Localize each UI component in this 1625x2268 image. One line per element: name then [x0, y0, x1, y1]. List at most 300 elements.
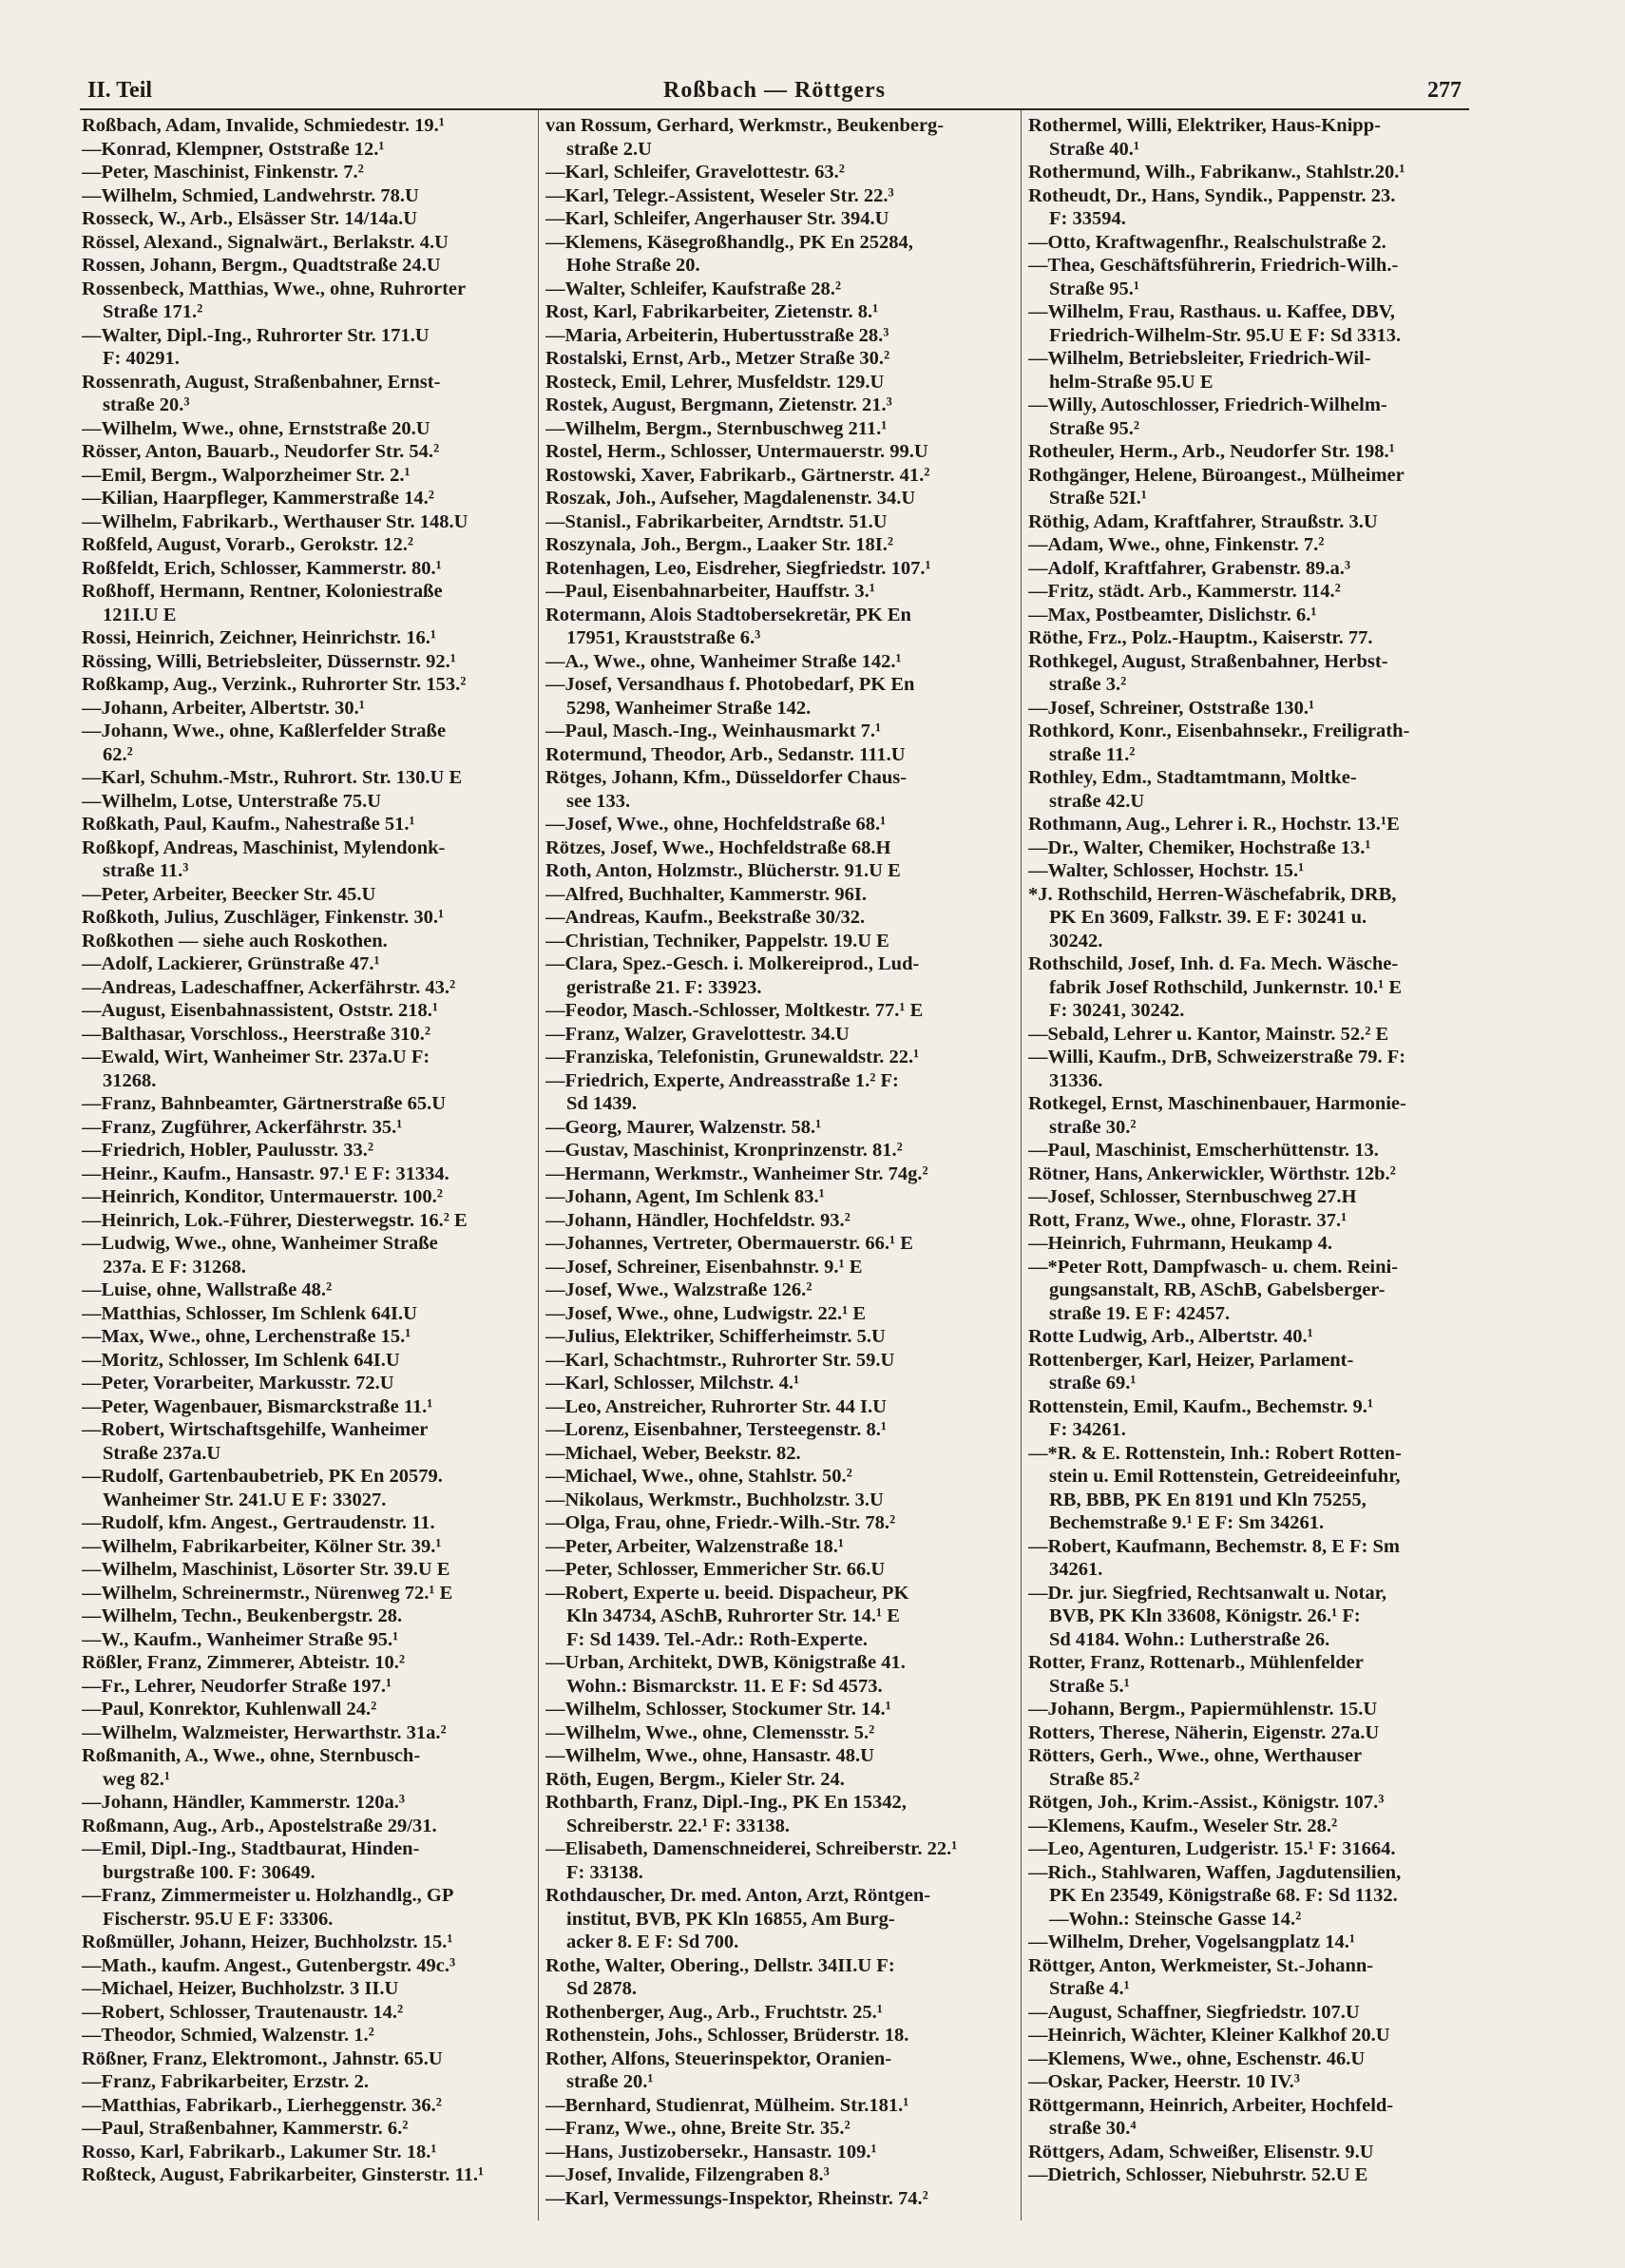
directory-entry — [82, 1163, 532, 1186]
directory-entry — [545, 766, 1015, 813]
entry-line: —Klemens, Käsegroßhandlg., PK En 25284, — [545, 231, 913, 253]
entry-line: —Hans, Justizobersekr., Hansastr. 109.¹ — [545, 2141, 877, 2162]
directory-entry — [1028, 300, 1467, 347]
entry-line: —Ewald, Wirt, Wanheimer Str. 237a.U F: — [82, 1047, 430, 1067]
directory-entry — [1028, 1837, 1467, 1861]
entry-continuation-line: helm-Straße 95.U E — [1049, 371, 1214, 393]
directory-entry — [82, 184, 532, 208]
directory-entry — [545, 604, 1015, 650]
entry-line: —Josef, Schreiner, Oststraße 130.¹ — [1028, 697, 1315, 719]
directory-entry — [1028, 114, 1467, 161]
entry-line: Roßkothen — siehe auch Roskothen. — [82, 930, 388, 951]
entry-continuation-line: 17951, Krauststraße 6.³ — [566, 627, 761, 648]
directory-entry — [545, 1837, 1015, 1884]
entry-continuation-line: Straße 171.² — [103, 301, 203, 322]
directory-entry — [82, 720, 532, 766]
directory-entry — [545, 394, 1015, 417]
entry-line: —Michael, Heizer, Buchholzstr. 3 II.U — [82, 1978, 399, 1999]
entry-continuation-line: —Wohn.: Steinsche Gasse 14.² — [1049, 1908, 1302, 1930]
directory-entry — [82, 2141, 532, 2164]
directory-entry — [545, 859, 1015, 883]
entry-continuation-line: Hohe Straße 20. — [566, 255, 700, 276]
entry-line: Roßmüller, Johann, Heizer, Buchholzstr. 15.¹ — [82, 1932, 453, 1952]
directory-entry — [1028, 1092, 1467, 1139]
directory-entry — [82, 1511, 532, 1535]
entry-continuation-line: 30242. — [1049, 930, 1103, 951]
entry-line: —A., Wwe., ohne, Wanheimer Straße 142.¹ — [545, 650, 902, 672]
directory-entry — [1028, 1721, 1467, 1745]
directory-entry — [545, 510, 1015, 534]
directory-entry — [82, 161, 532, 184]
entry-line: Rötgen, Joh., Krim.-Assist., Königstr. 107.³ — [1028, 1792, 1385, 1813]
directory-entry — [82, 697, 532, 721]
directory-entry — [82, 1954, 532, 1978]
column-divider — [1021, 110, 1022, 2220]
entry-continuation-line: Straße 5.¹ — [1049, 1675, 1130, 1697]
entry-continuation-line: gungsanstalt, RB, ASchB, Gabelsberger- — [1049, 1279, 1386, 1300]
directory-entry — [1028, 1582, 1467, 1652]
entry-line: Rothkegel, August, Straßenbahner, Herbst- — [1028, 650, 1388, 672]
page-header — [80, 74, 1469, 110]
directory-entry — [1028, 1325, 1467, 1349]
entry-continuation-line: 5298, Wanheimer Straße 142. — [566, 697, 812, 719]
directory-entry — [1028, 813, 1467, 836]
directory-entry — [82, 254, 532, 278]
directory-entry — [545, 1418, 1015, 1442]
entry-line: Roth, Anton, Holzmstr., Blücherstr. 91.U E — [545, 860, 901, 881]
entry-continuation-line: 31268. — [103, 1069, 157, 1091]
directory-entry — [82, 417, 532, 441]
entry-line: —Franz, Bahnbeamter, Gärtnerstraße 65.U — [82, 1093, 446, 1114]
directory-entry — [82, 2163, 532, 2187]
entry-line: Rotermann, Alois Stadtobersekretär, PK En — [545, 604, 911, 625]
entry-line: Rössel, Alexand., Signalwärt., Berlakstr. 4.U — [82, 231, 449, 253]
entry-continuation-line: straße 20.³ — [103, 394, 190, 415]
entry-line: —Michael, Weber, Beekstr. 82. — [545, 1442, 801, 1464]
entry-line: Rothermel, Willi, Elektriker, Haus-Knipp- — [1028, 115, 1381, 136]
entry-line: —Matthias, Schlosser, Im Schlenk 64I.U — [82, 1302, 417, 1324]
entry-line: Rossi, Heinrich, Zeichner, Heinrichstr. 16.¹ — [82, 627, 437, 648]
entry-line: Rothdauscher, Dr. med. Anton, Arzt, Röntgen- — [545, 1885, 931, 1906]
directory-entry — [82, 1628, 532, 1652]
entry-continuation-line: fabrik Josef Rothschild, Junkernstr. 10.¹ E — [1049, 976, 1403, 998]
entry-line: —Heinrich, Lok.-Führer, Diesterwegstr. 16.² E — [82, 1209, 468, 1231]
directory-entry — [545, 1768, 1015, 1792]
directory-entry — [1028, 2070, 1467, 2094]
entry-continuation-line: Sd 1439. — [566, 1093, 638, 1114]
directory-entry — [545, 1582, 1015, 1652]
entry-line: —Josef, Wwe., ohne, Hochfeldstraße 68.¹ — [545, 814, 887, 835]
directory-entry — [545, 930, 1015, 953]
directory-entry — [545, 417, 1015, 441]
entry-line: *J. Rothschild, Herren-Wäschefabrik, DRB, — [1028, 883, 1397, 905]
directory-entry — [82, 557, 532, 581]
entry-continuation-line: 31336. — [1049, 1069, 1103, 1091]
directory-entry — [1028, 836, 1467, 860]
entry-continuation-line: straße 69.¹ — [1049, 1373, 1137, 1393]
directory-entry — [1028, 1023, 1467, 1047]
entry-continuation-line: straße 30.² — [1049, 1116, 1137, 1138]
entry-line: —Leo, Anstreicher, Ruhrorter Str. 44 I.U — [545, 1395, 887, 1417]
entry-line: —Karl, Schuhm.-Mstr., Ruhrort. Str. 130.U E — [82, 767, 463, 788]
entry-line: —Friedrich, Experte, Andreasstraße 1.² F: — [545, 1069, 899, 1091]
directory-entry — [1028, 1651, 1467, 1698]
directory-column-middle — [545, 114, 1015, 2210]
entry-line: —Josef, Invalide, Filzengraben 8.³ — [545, 2164, 830, 2185]
directory-entry — [545, 2117, 1015, 2141]
entry-line: —Georg, Maurer, Walzenstr. 58.¹ — [545, 1116, 822, 1138]
entry-line: —Max, Postbeamter, Dislichstr. 6.¹ — [1028, 604, 1317, 625]
entry-line: —Karl, Telegr.-Assistent, Weseler Str. 22.³ — [545, 184, 894, 206]
entry-line: Rottenstein, Emil, Kaufm., Bechemstr. 9.¹ — [1028, 1395, 1373, 1417]
entry-line: Rösser, Anton, Bauarb., Neudorfer Str. 54.² — [82, 441, 440, 462]
entry-line: —Franz, Wwe., ohne, Breite Str. 35.² — [545, 2118, 851, 2139]
directory-entry — [545, 1442, 1015, 1466]
directory-entry — [1028, 394, 1467, 440]
directory-entry — [1028, 2001, 1467, 2025]
entry-continuation-line: straße 20.¹ — [566, 2071, 654, 2092]
entry-continuation-line: straße 30.⁴ — [1049, 2118, 1137, 2139]
entry-line: van Rossum, Gerhard, Werkmstr., Beukenberg- — [545, 115, 945, 136]
directory-entry — [82, 371, 532, 417]
directory-entry — [545, 161, 1015, 184]
directory-entry — [545, 1325, 1015, 1349]
entry-line: —Wilhelm, Wwe., ohne, Clemensstr. 5.² — [545, 1721, 875, 1743]
directory-entry — [1028, 2141, 1467, 2164]
directory-entry — [82, 1372, 532, 1395]
directory-entry — [545, 1185, 1015, 1209]
entry-line: —Wilhelm, Walzmeister, Herwarthstr. 31a.² — [82, 1721, 447, 1743]
directory-entry — [545, 1023, 1015, 1047]
entry-line: —Paul, Konrektor, Kuhlenwall 24.² — [82, 1699, 377, 1720]
directory-entry — [545, 2024, 1015, 2047]
entry-continuation-line: Straße 85.² — [1049, 1768, 1139, 1790]
directory-entry — [545, 906, 1015, 930]
directory-entry — [545, 231, 1015, 278]
entry-line: —Matthias, Fabrikarb., Lierheggenstr. 36.² — [82, 2094, 442, 2116]
entry-line: —Clara, Spez.-Gesch. i. Molkereiprod., Lud- — [545, 953, 920, 974]
entry-line: —Dr., Walter, Chemiker, Hochstraße 13.¹ — [1028, 836, 1371, 858]
entry-line: Rost, Karl, Fabrikarbeiter, Zietenstr. 8.¹ — [545, 301, 879, 322]
directory-entry — [545, 580, 1015, 604]
directory-entry — [1028, 720, 1467, 766]
entry-line: Rossenrath, August, Straßenbahner, Ernst- — [82, 371, 441, 393]
entry-line: —August, Eisenbahnassistent, Oststr. 218.¹ — [82, 1000, 439, 1021]
directory-entry — [545, 347, 1015, 371]
entry-line: Rothenstein, Johs., Schlosser, Brüderstr. 18. — [545, 2025, 909, 2046]
entry-line: Rossenbeck, Matthias, Wwe., ohne, Ruhrorter — [82, 278, 467, 299]
entry-continuation-line: see 133. — [566, 790, 631, 812]
entry-line: Rothgänger, Helene, Büroangest., Mülheimer — [1028, 464, 1405, 486]
directory-entry — [1028, 1744, 1467, 1791]
directory-entry — [545, 1954, 1015, 2001]
entry-continuation-line: Wohn.: Bismarckstr. 11. E F: Sd 4573. — [566, 1675, 883, 1697]
entry-line: —Rudolf, Gartenbaubetrieb, PK En 20579. — [82, 1466, 443, 1487]
directory-entry — [1028, 766, 1467, 813]
directory-entry — [1028, 557, 1467, 581]
entry-line: Rotenhagen, Leo, Eisdreher, Siegfriedstr. 107.¹ — [545, 557, 931, 579]
directory-entry — [545, 650, 1015, 674]
entry-line: —W., Kaufm., Wanheimer Straße 95.¹ — [82, 1628, 399, 1650]
directory-entry — [82, 278, 532, 324]
entry-line: —Johann, Bergm., Papiermühlenstr. 15.U — [1028, 1699, 1378, 1720]
directory-entry — [82, 766, 532, 790]
directory-entry — [1028, 580, 1467, 604]
entry-line: —Paul, Maschinist, Emscherhüttenstr. 13. — [1028, 1140, 1379, 1161]
entry-continuation-line: 237a. E F: 31268. — [103, 1256, 246, 1278]
entry-continuation-line: 62.² — [103, 743, 133, 765]
entry-line: —Karl, Schleifer, Angerhauser Str. 394.U — [545, 208, 889, 229]
column-divider — [538, 110, 539, 2220]
entry-continuation-line: F: 33594. — [1049, 208, 1126, 229]
directory-entry — [545, 673, 1015, 720]
directory-entry — [82, 813, 532, 836]
entry-continuation-line: Fischerstr. 95.U E F: 33306. — [103, 1908, 334, 1930]
directory-entry — [82, 1046, 532, 1092]
entry-continuation-line: acker 8. E F: Sd 700. — [566, 1932, 739, 1952]
entry-line: —Franz, Fabrikarbeiter, Erzstr. 2. — [82, 2071, 369, 2092]
entry-line: Rossen, Johann, Bergm., Quadtstraße 24.U — [82, 255, 441, 276]
entry-line: —Olga, Frau, ohne, Friedr.-Wilh.-Str. 78.² — [545, 1512, 896, 1533]
entry-line: —Wilhelm, Fabrikarbeiter, Kölner Str. 39.¹ — [82, 1535, 442, 1557]
entry-continuation-line: straße 11.³ — [103, 860, 189, 881]
entry-line: Roßkamp, Aug., Verzink., Ruhrorter Str. 153.² — [82, 674, 467, 695]
directory-entry — [545, 1232, 1015, 1256]
entry-line: —Josef, Wwe., Walzstraße 126.² — [545, 1279, 812, 1300]
directory-entry — [1028, 1209, 1467, 1233]
directory-entry — [82, 1837, 532, 1884]
entry-line: Rostel, Herm., Schlosser, Untermauerstr. 99.U — [545, 441, 928, 462]
entry-line: —Paul, Straßenbahner, Kammerstr. 6.² — [82, 2118, 409, 2139]
entry-line: —Elisabeth, Damenschneiderei, Schreiberstr. 22.¹ — [545, 1838, 958, 1859]
entry-line: Rottenberger, Karl, Heizer, Parlament- — [1028, 1349, 1354, 1371]
directory-entry — [1028, 464, 1467, 510]
entry-line: —Balthasar, Vorschloss., Heerstraße 310.² — [82, 1023, 430, 1045]
entry-line: —Franz, Zimmermeister u. Holzhandlg., GP — [82, 1885, 454, 1906]
directory-entry — [545, 1395, 1015, 1419]
entry-continuation-line: BVB, PK Kln 33608, Königstr. 26.¹ F: — [1049, 1605, 1361, 1626]
entry-line: —Robert, Kaufmann, Bechemstr. 8, E F: Sm — [1028, 1535, 1401, 1557]
entry-continuation-line: Schreiberstr. 22.¹ F: 33138. — [566, 1815, 791, 1836]
entry-line: —Wilhelm, Schmied, Landwehrstr. 78.U — [82, 184, 419, 206]
directory-entry — [82, 976, 532, 1000]
entry-line: Rothenberger, Aug., Arb., Fruchtstr. 25.¹ — [545, 2001, 883, 2023]
entry-line: Rothkord, Konr., Eisenbahnsekr., Freiligrath- — [1028, 721, 1410, 741]
directory-entry — [1028, 1139, 1467, 1163]
entry-line: Rosso, Karl, Fabrikarb., Lakumer Str. 18.¹ — [82, 2141, 437, 2162]
entry-line: —Julius, Elektriker, Schifferheimstr. 5.U — [545, 1326, 886, 1347]
directory-entry — [1028, 697, 1467, 721]
entry-line: —Max, Wwe., ohne, Lerchenstraße 15.¹ — [82, 1326, 411, 1347]
entry-line: —Urban, Architekt, DWB, Königstraße 41. — [545, 1652, 906, 1673]
entry-line: Rößler, Franz, Zimmerer, Abteistr. 10.² — [82, 1652, 405, 1673]
directory-entry — [82, 790, 532, 814]
directory-entry — [545, 1163, 1015, 1186]
entry-continuation-line: institut, BVB, PK Kln 16855, Am Burg- — [566, 1908, 895, 1930]
directory-entry — [82, 673, 532, 697]
directory-entry — [82, 138, 532, 162]
directory-entry — [82, 1278, 532, 1302]
directory-entry — [545, 1651, 1015, 1698]
entry-continuation-line: Kln 34734, ASchB, Ruhrorter Str. 14.¹ E — [566, 1605, 900, 1626]
directory-entry — [545, 2094, 1015, 2118]
entry-line: —Kilian, Haarpfleger, Kammerstraße 14.² — [82, 488, 434, 509]
entry-line: Rothley, Edm., Stadtamtmann, Moltke- — [1028, 767, 1357, 788]
directory-entry — [1028, 952, 1467, 1023]
entry-line: —Robert, Experte u. beeid. Dispacheur, PK — [545, 1582, 909, 1604]
directory-entry — [82, 464, 532, 488]
entry-line: Roßhoff, Hermann, Rentner, Koloniestraße — [82, 581, 443, 602]
running-title: Roßbach — Röttgers — [663, 78, 886, 103]
directory-entry — [545, 883, 1015, 907]
directory-entry — [82, 1884, 532, 1931]
entry-line: Röth, Eugen, Bergm., Kieler Str. 24. — [545, 1768, 845, 1790]
directory-entry — [82, 324, 532, 371]
directory-entry — [82, 883, 532, 907]
entry-line: Röttger, Anton, Werkmeister, St.-Johann- — [1028, 1954, 1374, 1976]
entry-continuation-line: straße 2.U — [566, 138, 652, 160]
entry-continuation-line: Bechemstraße 9.¹ E F: Sm 34261. — [1049, 1512, 1325, 1533]
entry-line: —Robert, Wirtschaftsgehilfe, Wanheimer — [82, 1419, 429, 1440]
directory-entry — [82, 1698, 532, 1721]
entry-line: Roszynala, Joh., Bergm., Laaker Str. 18I.² — [545, 534, 894, 555]
entry-line: Rössing, Willi, Betriebsleiter, Düssernstr. 92.¹ — [82, 650, 456, 672]
directory-entry — [1028, 161, 1467, 184]
directory-entry — [1028, 1535, 1467, 1582]
directory-entry — [82, 1605, 532, 1628]
entry-line: —Wilhelm, Wwe., ohne, Hansastr. 48.U — [545, 1745, 874, 1766]
directory-entry — [82, 1092, 532, 1116]
entry-line: —Michael, Wwe., ohne, Stahlstr. 50.² — [545, 1466, 852, 1487]
directory-entry — [82, 1023, 532, 1047]
entry-line: —Karl, Schlosser, Milchstr. 4.¹ — [545, 1373, 800, 1393]
entry-line: —Gustav, Maschinist, Kronprinzenstr. 81.² — [545, 1140, 903, 1161]
entry-continuation-line: F: 40291. — [103, 348, 180, 369]
directory-entry — [545, 184, 1015, 208]
directory-entry — [82, 1582, 532, 1605]
directory-entry — [1028, 2163, 1467, 2187]
directory-entry — [82, 533, 532, 557]
entry-line: Rostalski, Ernst, Arb., Metzer Straße 30.² — [545, 348, 890, 369]
directory-entry — [82, 1185, 532, 1209]
entry-line: Roßmanith, A., Wwe., ohne, Sternbusch- — [82, 1745, 421, 1766]
directory-entry — [1028, 2094, 1467, 2141]
directory-entry — [545, 557, 1015, 581]
entry-line: —Heinrich, Konditor, Untermauerstr. 100.² — [82, 1186, 443, 1207]
directory-entry — [1028, 650, 1467, 697]
entry-line: —Leo, Agenturen, Ludgeristr. 15.¹ F: 31664. — [1028, 1838, 1396, 1859]
entry-line: —Willy, Autoschlosser, Friedrich-Wilhelm- — [1028, 394, 1387, 415]
entry-continuation-line: PK En 3609, Falkstr. 39. E F: 30241 u. — [1049, 907, 1367, 928]
directory-entry — [545, 2187, 1015, 2211]
directory-entry — [545, 1884, 1015, 1954]
entry-line: —Fritz, städt. Arb., Kammerstr. 114.² — [1028, 581, 1341, 602]
entry-line: —Adam, Wwe., ohne, Finkenstr. 7.² — [1028, 534, 1325, 555]
directory-entry — [1028, 1698, 1467, 1721]
directory-entry — [82, 1721, 532, 1745]
entry-line: —Adolf, Lackierer, Grünstraße 47.¹ — [82, 953, 380, 974]
directory-entry — [82, 1791, 532, 1815]
directory-entry — [545, 1791, 1015, 1837]
entry-line: —Wilhelm, Schreinermstr., Nürenweg 72.¹ E — [82, 1582, 453, 1604]
entry-line: —Peter, Wagenbauer, Bismarckstraße 11.¹ — [82, 1395, 433, 1417]
entry-line: —Wilhelm, Techn., Beukenbergstr. 28. — [82, 1605, 403, 1626]
directory-entry — [545, 1744, 1015, 1768]
entry-line: —Heinr., Kaufm., Hansastr. 97.¹ E F: 31334. — [82, 1163, 449, 1184]
directory-entry — [545, 324, 1015, 348]
entry-line: Rotte Ludwig, Arb., Albertstr. 40.¹ — [1028, 1326, 1313, 1347]
directory-entry — [1028, 1163, 1467, 1186]
entry-line: Rötner, Hans, Ankerwickler, Wörthstr. 12b.² — [1028, 1163, 1396, 1184]
directory-entry — [82, 2094, 532, 2118]
entry-line: Rothmann, Aug., Lehrer i. R., Hochstr. 13.¹E — [1028, 814, 1400, 835]
entry-line: —Oskar, Packer, Heerstr. 10 IV.³ — [1028, 2071, 1300, 2092]
directory-entry — [82, 1116, 532, 1140]
directory-entry — [82, 1209, 532, 1233]
entry-line: —Franziska, Telefonistin, Grunewaldstr. 22.¹ — [545, 1047, 920, 1067]
directory-entry — [545, 2001, 1015, 2025]
entry-line: —Josef, Wwe., ohne, Ludwigstr. 22.¹ E — [545, 1302, 867, 1324]
entry-line: Roszak, Joh., Aufseher, Magdalenenstr. 34.U — [545, 488, 916, 509]
entry-line: —Johann, Arbeiter, Albertstr. 30.¹ — [82, 697, 365, 719]
entry-line: —Stanisl., Fabrikarbeiter, Arndtstr. 51.U — [545, 510, 888, 532]
directory-entry — [545, 1278, 1015, 1302]
directory-entry — [82, 650, 532, 674]
directory-entry — [82, 1977, 532, 2001]
entry-line: —Peter, Arbeiter, Walzenstraße 18.¹ — [545, 1535, 844, 1557]
entry-line: Roßmann, Aug., Arb., Apostelstraße 29/31. — [82, 1815, 437, 1836]
entry-line: Rotheudt, Dr., Hans, Syndik., Pappenstr. 23. — [1028, 184, 1396, 206]
entry-line: —August, Schaffner, Siegfriedstr. 107.U — [1028, 2001, 1360, 2023]
entry-continuation-line: straße 11.² — [1049, 743, 1136, 765]
directory-entry — [82, 1651, 532, 1675]
directory-entry — [1028, 626, 1467, 650]
directory-column-right — [1028, 114, 1467, 2187]
entry-line: —Dr. jur. Siegfried, Rechtsanwalt u. Notar, — [1028, 1582, 1386, 1604]
entry-line: Rott, Franz, Wwe., ohne, Florastr. 37.¹ — [1028, 1209, 1348, 1231]
entry-line: —Wilhelm, Betriebsleiter, Friedrich-Wil- — [1028, 348, 1371, 369]
entry-line: Rothermund, Wilh., Fabrikanw., Stahlstr.20.¹ — [1028, 162, 1405, 183]
entry-line: Rosseck, W., Arb., Elsässer Str. 14/14a.U — [82, 208, 418, 229]
directory-entry — [545, 1256, 1015, 1279]
directory-entry — [545, 487, 1015, 510]
entry-line: Roßkopf, Andreas, Maschinist, Mylendonk- — [82, 836, 446, 858]
entry-line: —Walter, Schlosser, Hochstr. 15.¹ — [1028, 860, 1305, 881]
entry-line: —Ludwig, Wwe., ohne, Wanheimer Straße — [82, 1233, 438, 1254]
entry-line: Rothe, Walter, Obering., Dellstr. 34II.U F: — [545, 1954, 895, 1976]
directory-entry — [1028, 533, 1467, 557]
entry-continuation-line: Straße 40.¹ — [1049, 138, 1139, 160]
directory-entry — [1028, 1232, 1467, 1256]
entry-line: —Alfred, Buchhalter, Kammerstr. 96I. — [545, 883, 868, 905]
entry-continuation-line: Sd 2878. — [566, 1978, 638, 1999]
directory-entry — [545, 1139, 1015, 1163]
directory-entry — [82, 1139, 532, 1163]
directory-entry — [82, 1418, 532, 1465]
directory-entry — [1028, 1442, 1467, 1535]
entry-line: Röthig, Adam, Kraftfahrer, Straußstr. 3.U — [1028, 510, 1378, 532]
directory-entry — [82, 626, 532, 650]
entry-line: —Paul, Eisenbahnarbeiter, Hauffstr. 3.¹ — [545, 581, 875, 602]
entry-line: —Christian, Techniker, Pappelstr. 19.U E — [545, 930, 889, 951]
directory-entry — [82, 510, 532, 534]
directory-entry — [1028, 1395, 1467, 1442]
entry-line: Roßteck, August, Fabrikarbeiter, Ginsterstr. 11.¹ — [82, 2164, 485, 2185]
entry-line: —Karl, Vermessungs-Inspektor, Rheinstr. 74.² — [545, 2187, 928, 2209]
page-number: 277 — [1427, 78, 1462, 103]
directory-entry — [82, 930, 532, 953]
entry-line: —Konrad, Klempner, Oststraße 12.¹ — [82, 138, 385, 160]
